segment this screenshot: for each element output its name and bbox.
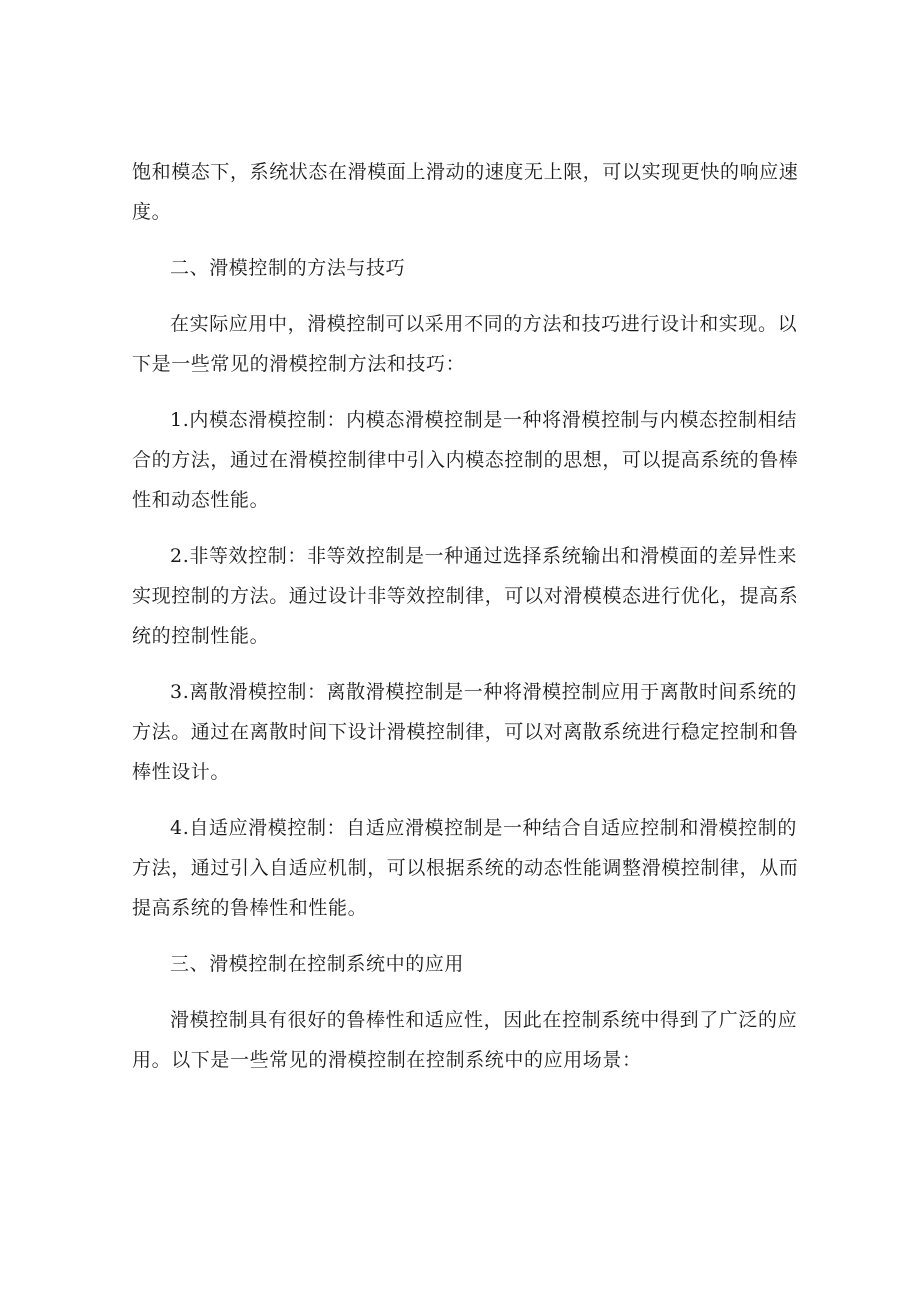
list-item-text: .自适应滑模控制：自适应滑模控制是一种结合自适应控制和滑模控制的方法，通过引入自适应机制，可以根据系统的动态性能调整滑模控制律，从而提高系统的鲁棒性和性能。 xyxy=(132,817,799,919)
list-item-3 xyxy=(132,672,800,792)
list-item-number: 3 xyxy=(170,681,183,703)
list-item-number: 1 xyxy=(170,409,183,431)
continuation-paragraph: 饱和模态下，系统状态在滑模面上滑动的速度无上限，可以实现更快的响应速度。 xyxy=(132,161,799,223)
section-heading-applications: 三、滑模控制在控制系统中的应用 xyxy=(170,953,465,975)
list-item-number: 4 xyxy=(170,817,183,839)
list-item-text: .内模态滑模控制：内模态滑模控制是一种将滑模控制与内模态控制相结合的方法，通过在滑模控制律中引入内模态控制的思想，可以提高系统的鲁棒性和动态性能。 xyxy=(132,409,799,511)
section-heading-methods: 二、滑模控制的方法与技巧 xyxy=(170,257,406,279)
list-item-2 xyxy=(132,536,800,656)
body-paragraph-methods-intro: 在实际应用中，滑模控制可以采用不同的方法和技巧进行设计和实现。以下是一些常见的滑模控制方法和技巧： xyxy=(132,313,798,375)
list-item-4 xyxy=(132,808,800,928)
list-item-text: .非等效控制：非等效控制是一种通过选择系统输出和滑模面的差异性来实现控制的方法。通过设计非等效控制律，可以对滑模模态进行优化，提高系统的控制性能。 xyxy=(132,545,799,647)
list-item-number: 2 xyxy=(170,545,183,567)
document-body xyxy=(132,152,800,1096)
list-item-1 xyxy=(132,400,800,520)
list-item-text: .离散滑模控制：离散滑模控制是一种将滑模控制应用于离散时间系统的方法。通过在离散时间下设计滑模控制律，可以对离散系统进行稳定控制和鲁棒性设计。 xyxy=(132,681,799,783)
body-paragraph-applications-intro: 滑模控制具有很好的鲁棒性和适应性，因此在控制系统中得到了广泛的应用。以下是一些常见的滑模控制在控制系统中的应用场景： xyxy=(132,1009,798,1071)
